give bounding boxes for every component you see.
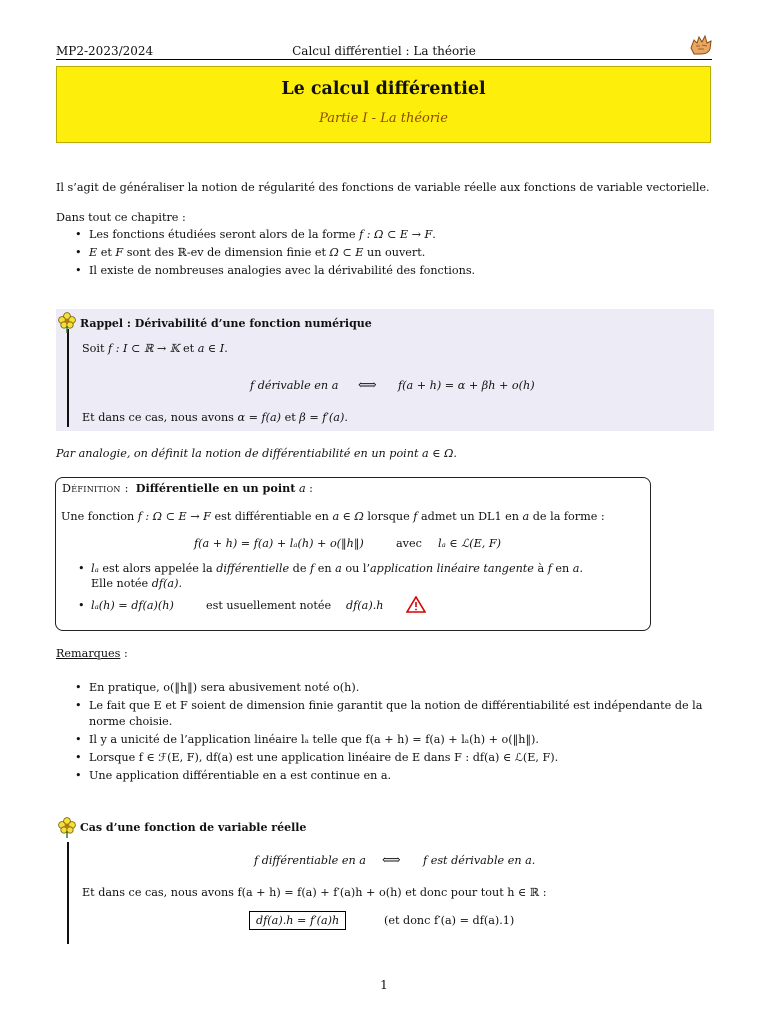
list-item: • Il existe de nombreuses analogies avec la dérivabilité des fonctions.	[75, 263, 695, 279]
title-box	[56, 66, 711, 143]
definition-line1: Une fonction f : Ω ⊂ E → F est différentiable en a ∈ Ω lorsque f admet un DL1 en a de la forme :	[61, 510, 605, 523]
warning-triangle-icon	[406, 596, 426, 613]
definition-bullet2-eq: lₐ(h) = df(a)(h)	[91, 599, 174, 612]
rappel-eq-arrow: ⟺	[358, 378, 377, 393]
definition-heading: Définition : Différentielle en un point a :	[62, 481, 313, 495]
cas-box	[56, 814, 716, 944]
definition-eq: f(a + h) = f(a) + lₐ(h) + o(‖h‖)	[194, 537, 364, 550]
cas-title: Cas d’une fonction de variable réelle	[80, 821, 307, 834]
header-rule	[56, 59, 712, 60]
cas-eq-right: f est dérivable en a.	[423, 854, 536, 867]
analogy-paragraph: Par analogie, on définit la notion de différentiabilité en un point a ∈ Ω.	[56, 447, 457, 460]
list-item: • Les fonctions étudiées seront alors de la forme f : Ω ⊂ E → F.	[75, 227, 695, 243]
definition-bullet1-line2: Elle notée df(a).	[91, 577, 182, 590]
list-item: • En pratique, o(‖h‖) sera abusivement noté o(h).	[75, 680, 717, 696]
list-item: • Une application différentiable en a est continue en a.	[75, 768, 717, 784]
hand-logo-icon	[688, 34, 714, 56]
list-item: • Il y a unicité de l’application linéaire lₐ telle que f(a + h) = f(a) + lₐ(h) + o(‖h‖).	[75, 732, 717, 748]
definition-bullet2-text: est usuellement notée	[206, 599, 332, 612]
definition-eq-cond: lₐ ∈ ℒ(E, F)	[438, 537, 502, 550]
bullet-dot: •	[78, 599, 85, 612]
intro-paragraph: Il s’agit de généraliser la notion de régularité des fonctions de variable réelle aux fonctions de variable vectorielle.	[56, 181, 710, 194]
flower-icon	[56, 311, 78, 333]
rappel-bar	[67, 329, 69, 427]
page-subtitle: Partie I - La théorie	[319, 111, 448, 126]
page-number: 1	[380, 978, 388, 992]
cas-eq-arrow: ⟺	[382, 853, 401, 868]
rappel-line1: Soit f : I ⊂ ℝ → 𝕂 et a ∈ I.	[82, 342, 228, 355]
list-item: • Lorsque f ∈ ℱ(E, F), df(a) est une application linéaire de E dans F : df(a) ∈ ℒ(E, F).	[75, 750, 717, 766]
rappel-line3: Et dans ce cas, nous avons α = f(a) et β = f′(a).	[82, 411, 348, 424]
definition-bullet2-notation: df(a).h	[346, 599, 384, 612]
remarques-list	[75, 680, 717, 786]
header-left: MP2-2023/2024	[56, 44, 154, 58]
page-title: Le calcul différentiel	[281, 79, 486, 99]
list-item-continuation: norme choisie.	[89, 715, 173, 728]
running-header	[56, 44, 712, 60]
list-item: • E et F sont des ℝ-ev de dimension finie et Ω ⊂ E un ouvert.	[75, 245, 695, 261]
cas-bar	[67, 842, 69, 944]
rappel-eq-left: f dérivable en a	[250, 379, 339, 392]
cas-boxed-formula: df(a).h = f′(a)h	[249, 911, 346, 930]
cas-after: (et donc f′(a) = df(a).1)	[384, 914, 515, 927]
list-item: • Le fait que E et F soient de dimension finie garantit que la notion de différentiabilité est indépendante de la	[75, 698, 717, 714]
bullet-dot: •	[78, 562, 85, 575]
cas-line2: Et dans ce cas, nous avons f(a + h) = f(a) + f′(a)h + o(h) et donc pour tout h ∈ ℝ :	[82, 886, 547, 899]
flower-icon	[56, 816, 78, 838]
cas-eq-left: f différentiable en a	[254, 854, 366, 867]
rappel-eq-right: f(a + h) = α + βh + o(h)	[398, 379, 535, 392]
definition-bullet1: lₐ est alors appelée la différentielle de f en a ou l’application linéaire tangente à f en a.	[91, 562, 584, 575]
remarques-heading: Remarques :	[56, 647, 128, 660]
definition-box	[55, 477, 651, 631]
chapter-list	[75, 227, 695, 281]
header-center: Calcul différentiel : La théorie	[292, 44, 476, 58]
chapter-lead: Dans tout ce chapitre :	[56, 211, 186, 224]
definition-eq-avec: avec	[396, 537, 422, 550]
rappel-box	[56, 309, 714, 431]
rappel-title: Rappel : Dérivabilité d’une fonction numérique	[80, 317, 372, 330]
